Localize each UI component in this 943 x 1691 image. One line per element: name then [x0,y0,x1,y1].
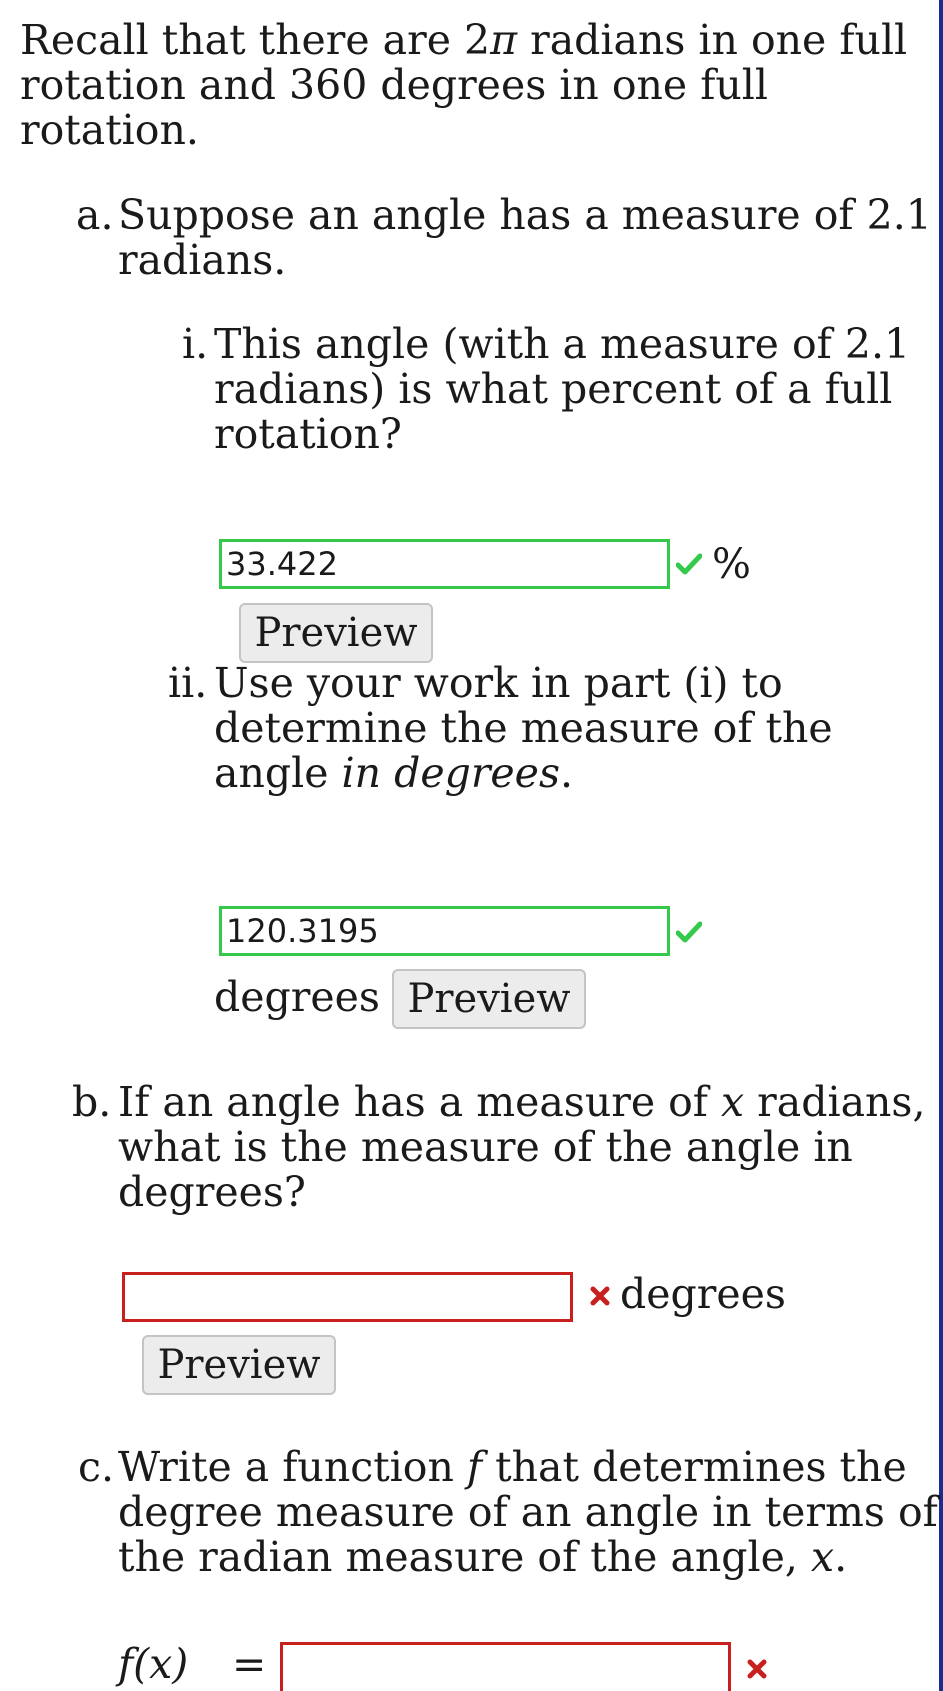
preview-button-part-a-i[interactable]: Preview [239,603,433,663]
preview-button-part-a-ii[interactable]: Preview [392,969,586,1029]
function-label: f(x) [118,1640,189,1688]
equals-sign: = [232,1640,267,1688]
sub-i-line-1: This angle (with a measure of 2.1 [214,320,911,368]
preview-button-part-b[interactable]: Preview [142,1335,336,1395]
sub-i-line-2: radians) is what percent of a full [214,365,893,413]
degrees-unit-label: degrees [214,973,380,1021]
sub-ii-line-2: determine the measure of the [214,704,833,752]
part-a-marker: a. [76,191,114,239]
part-b-line-1: If an angle has a measure of x radians, [118,1078,926,1126]
part-c-line-2: degree measure of an angle in terms of [118,1488,938,1536]
part-b-line-3: degrees? [118,1168,306,1216]
part-a-line-1: Suppose an angle has a measure of 2.1 [118,191,932,239]
check-icon [676,921,702,943]
part-c-line-3: the radian measure of the angle, x. [118,1533,848,1581]
intro-line-3: rotation. [20,106,199,154]
sub-ii-marker: ii. [168,659,208,707]
sub-ii-line-1: Use your work in part (i) to [214,659,783,707]
sub-ii-line-3: angle in degrees. [214,749,574,797]
sub-i-marker: i. [182,320,209,368]
part-b-line-2: what is the measure of the angle in [118,1123,853,1171]
percent-answer-input[interactable] [219,539,670,589]
percent-unit: % [712,540,751,588]
part-a-line-2: radians. [118,236,287,284]
function-answer-input[interactable] [280,1642,731,1691]
intro-line-1: Recall that there are 2π radians in one full [20,16,908,64]
x-mark-icon [746,1658,768,1680]
part-c-marker: c. [78,1443,114,1491]
intro-line-2: rotation and 360 degrees in one full [20,61,769,109]
degrees-expression-input[interactable] [122,1272,573,1322]
page-right-border [939,0,943,1691]
part-c-line-1: Write a function f that determines the [118,1443,907,1491]
x-mark-icon [589,1285,611,1307]
sub-i-line-3: rotation? [214,410,402,458]
check-icon [676,553,702,575]
part-b-unit: degrees [620,1270,786,1318]
part-b-marker: b. [72,1078,112,1126]
degrees-answer-input[interactable] [219,906,670,956]
